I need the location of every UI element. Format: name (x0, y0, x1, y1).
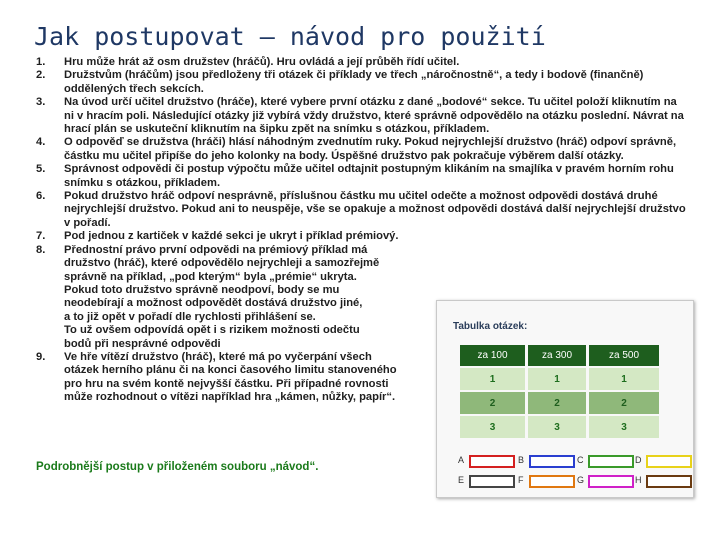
step-number: 4. (36, 136, 46, 149)
step-number: 5. (36, 163, 46, 176)
step-line: a to již opět v pořadí dle rychlosti přihlášení se. (64, 310, 316, 323)
step-line: Pokud toto družstvo správně neodpoví, body se mu (64, 283, 340, 296)
team-label: E (458, 475, 465, 485)
question-card[interactable]: 1 (528, 368, 586, 392)
step-line: může rozhodnout o vítězi například hra „kámen, nůžky, papír“. (64, 391, 396, 404)
score-box (646, 455, 692, 468)
step-number: 1. (36, 56, 46, 68)
team-score-a (457, 453, 515, 467)
question-card[interactable]: 3 (528, 416, 586, 440)
column-header: za 100 (460, 345, 525, 368)
score-box (529, 455, 575, 468)
team-score-c (576, 453, 634, 467)
step-number: 2. (36, 69, 46, 82)
step-number: 3. (36, 96, 46, 109)
step-text: O odpověď se družstva (hráči) hlásí náhodným zvednutím ruky. Pokud nejrychlejší družstvo (hráč) odpoví správně, částku mu učitel připíše do jeho kolonky na body. Úspěšné družstvo pak pokračuje výběrem další otázky. (64, 136, 677, 162)
step-line: pro hru na svém kontě nejvyšší částku. Při případné rovnosti (64, 377, 389, 390)
score-box (469, 455, 515, 468)
column-header: za 500 (589, 345, 659, 368)
table-header-row (460, 345, 659, 368)
step-text: Správnost odpovědi či postup výpočtu může učitel odtajnit postupným klikáním na smajlíka v pravém horním rohu snímku s otázkou, příkladem. (64, 163, 674, 189)
step-number: 9. (36, 350, 46, 363)
step-1 (36, 56, 686, 69)
question-card[interactable]: 1 (460, 368, 525, 392)
step-text: Na úvod určí učitel družstvo (hráče), které vybere první otázku z dané „bodové“ sekce. Tu učitel položí kliknutím na ni v hracím poli. Následující otázky již vybírá vždy družstvo, které správně odpovědělo na otázku poslední. Návrat na hrací plán se uskuteční kliknutím na šipku zpět na snímku s otázkou, příkladem. (64, 96, 684, 136)
step-3 (36, 96, 686, 136)
step-text: Družstvům (hráčům) jsou předloženy tři otázek či příklady ve třech „náročnostně“, a tedy i bodově (finančně) oddělených třech sekcích. (64, 69, 644, 95)
team-label: C (577, 455, 584, 465)
question-card[interactable]: 2 (589, 392, 659, 416)
step-text: Pod jednou z kartiček v každé sekci je ukryt i příklad prémiový. (64, 230, 399, 243)
question-card[interactable]: 2 (528, 392, 586, 416)
score-box (529, 475, 575, 488)
step-line: družstvo (hráč), které odpovědělo nejrychleji a samozřejmě (64, 257, 380, 270)
team-label: D (635, 455, 642, 465)
team-score-e (457, 473, 515, 487)
step-4 (36, 136, 686, 163)
step-number: 6. (36, 190, 46, 203)
team-score-f (517, 473, 575, 487)
step-line: Ve hře vítězí družstvo (hráč), které má po vyčerpání všech (64, 350, 372, 363)
question-card[interactable]: 2 (460, 392, 525, 416)
team-score-g (576, 473, 634, 487)
question-card[interactable]: 3 (460, 416, 525, 440)
details-note: Podrobnější postup v přiloženém souboru „návod“. (36, 461, 319, 473)
page-title: Jak postupovat – návod pro použití (34, 22, 546, 51)
step-line: neodebírají a možnost odpovědět dostává družstvo jiné, (64, 297, 363, 310)
table-row (460, 392, 659, 416)
step-7 (36, 230, 686, 243)
team-label: H (635, 475, 642, 485)
question-board-preview (436, 300, 694, 498)
step-line: bodů při nesprávné odpovědi (64, 337, 221, 350)
step-line: Přednostní právo první odpovědi na prémiový příklad má (64, 243, 368, 256)
question-card[interactable]: 1 (589, 368, 659, 392)
table-row (460, 416, 659, 440)
step-line: otázek herního plánu či na konci časového limitu stanoveného (64, 364, 397, 377)
team-label: F (518, 475, 524, 485)
score-box (588, 455, 634, 468)
column-header: za 300 (528, 345, 586, 368)
board-title: Tabulka otázek: (453, 321, 528, 332)
question-card[interactable]: 3 (589, 416, 659, 440)
step-number: 8. (36, 243, 46, 256)
step-text: Hru může hrát až osm družstev (hráčů). Hru ovládá a její průběh řídí učitel. (64, 56, 460, 68)
step-line: správně na příklad, „pod kterým“ byla „prémie“ ukryta. (64, 270, 357, 283)
team-label: A (458, 455, 465, 465)
team-label: B (518, 455, 525, 465)
score-box (588, 475, 634, 488)
step-5 (36, 163, 686, 190)
step-text: Pokud družstvo hráč odpoví nesprávně, příslušnou částku mu učitel odečte a možnost odpovědi dostává druhé nejrychlejší družstvo. Pokud ani to neuspěje, vše se opakuje a možnost odpovědi dostává další nejrychlejší družstvo v pořadí. (64, 190, 686, 229)
team-score-d (634, 453, 692, 467)
step-2 (36, 69, 686, 96)
question-table (457, 345, 662, 440)
team-score-b (517, 453, 575, 467)
team-score-h (634, 473, 692, 487)
step-number: 7. (36, 230, 46, 243)
table-row (460, 368, 659, 392)
score-box (646, 475, 692, 488)
score-box (469, 475, 515, 488)
step-line: To už ovšem odpovídá opět i s rizikem možnosti odečtu (64, 324, 360, 337)
team-label: G (577, 475, 585, 485)
step-6 (36, 190, 686, 230)
